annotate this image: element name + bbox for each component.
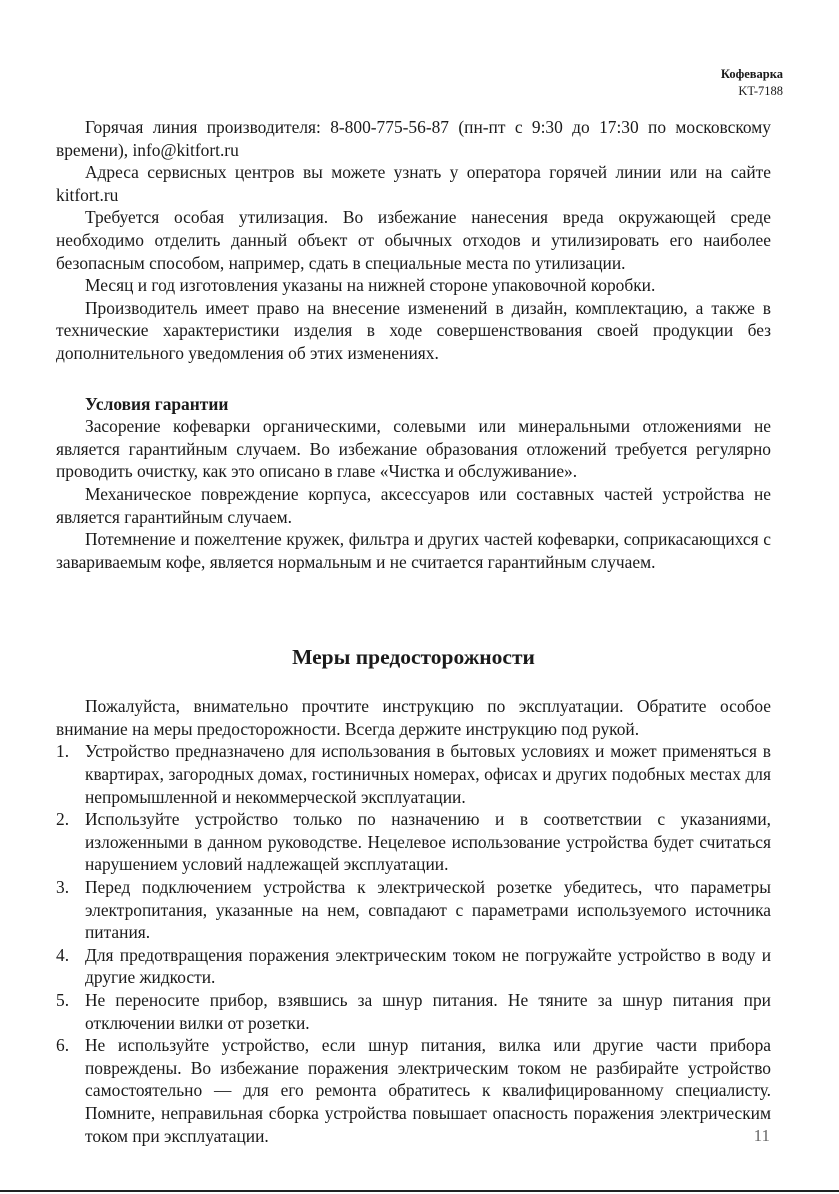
- precautions-list: [56, 740, 771, 1147]
- product-name: Кофеварка: [720, 67, 783, 81]
- list-item-text: Не используйте устройство, если шнур питания, вилка или другие части прибора повреждены. Во избежание поражения электрическим током не разбирайте устройство самостоятельно — для его ремонта обратитесь к квалифицированному специалисту. Помните, неправильная сборка устройства повышает опасность поражения электрическим током при эксплуатации.: [85, 1035, 771, 1146]
- precautions-heading: Меры предосторожности: [292, 645, 535, 670]
- list-item: [56, 944, 771, 989]
- list-item-number: 4.: [56, 944, 70, 965]
- warranty-paragraph: Засорение кофеварки органическими, солевыми или минеральными отложениями не является гарантийным случаем. Во избежание образования отложений требуется регулярно проводить очистку, как это описано в главе «Чистка и обслуживание».: [56, 416, 771, 482]
- list-item-text: Для предотвращения поражения электрическим током не погружайте устройство в воду и другие жидкости.: [85, 944, 771, 988]
- warranty-heading: Условия гарантии: [85, 393, 229, 414]
- list-item-number: 1.: [56, 741, 70, 762]
- list-item-text: Устройство предназначено для использования в бытовых условиях и может применяться в квартирах, загородных домах, гостиничных номерах, офисах и других подобных местах для непромышленной и некоммерческой эксплуатации.: [85, 741, 771, 807]
- page-number: 11: [753, 1126, 770, 1145]
- list-item-text: Перед подключением устройства к электрической розетке убедитесь, что параметры электропитания, указанные на нем, совпадают с параметрами используемого источника питания.: [85, 877, 771, 943]
- warranty-paragraph: Механическое повреждение корпуса, аксессуаров или составных частей устройства не является гарантийным случаем.: [56, 483, 771, 527]
- list-item-number: 6.: [56, 1035, 70, 1056]
- service-centers-paragraph: Адреса сервисных центров вы можете узнать у оператора горячей линии или на сайте kitfort.ru: [56, 162, 771, 205]
- list-item: [56, 989, 771, 1034]
- list-item-number: 5.: [56, 990, 70, 1010]
- page-header: [721, 66, 783, 100]
- list-item: [56, 808, 771, 876]
- list-item: [56, 1034, 771, 1147]
- page-content: [56, 116, 771, 1147]
- warranty-paragraph: Потемнение и пожелтение кружек, фильтра и других частей кофеварки, соприкасающихся с завариваемым кофе, является нормальным и не считается гарантийным случаем.: [56, 529, 771, 572]
- list-item-text: Не переносите прибор, взявшись за шнур питания. Не тяните за шнур питания при отключении вилки от розетки.: [85, 990, 771, 1033]
- changes-paragraph: Производитель имеет право на внесение изменений в дизайн, комплектацию, а также в технические характеристики изделия в ходе совершенствования своей продукции без дополнительного уведомления об этих изменениях.: [56, 297, 771, 363]
- bottom-divider: [0, 1190, 839, 1192]
- product-model: KT-7188: [738, 84, 783, 98]
- list-item-number: 3.: [56, 877, 70, 898]
- disposal-paragraph: Требуется особая утилизация. Во избежание нанесения вреда окружающей среде необходимо отделить данный объект от обычных отходов и утилизировать его наиболее безопасным способом, например, сдать в специальные места по утилизации.: [56, 207, 771, 273]
- precautions-intro: Пожалуйста, внимательно прочтите инструкцию по эксплуатации. Обратите особое внимание на меры предосторожности. Всегда держите инструкцию под рукой.: [56, 696, 771, 739]
- manufacture-date-paragraph: Месяц и год изготовления указаны на нижней стороне упаковочной коробки.: [85, 275, 656, 296]
- list-item: [56, 876, 771, 944]
- list-item-number: 2.: [56, 809, 70, 830]
- list-item-text: Используйте устройство только по назначению и в соответствии с указаниями, изложенными в данном руководстве. Нецелевое использование устройства будет считаться нарушением условий надлежащей эксплуатации.: [85, 809, 771, 875]
- list-item: [56, 740, 771, 808]
- hotline-paragraph: Горячая линия производителя: 8-800-775-56-87 (пн-пт с 9:30 до 17:30 по московскому времени), info@kitfort.ru: [56, 117, 771, 160]
